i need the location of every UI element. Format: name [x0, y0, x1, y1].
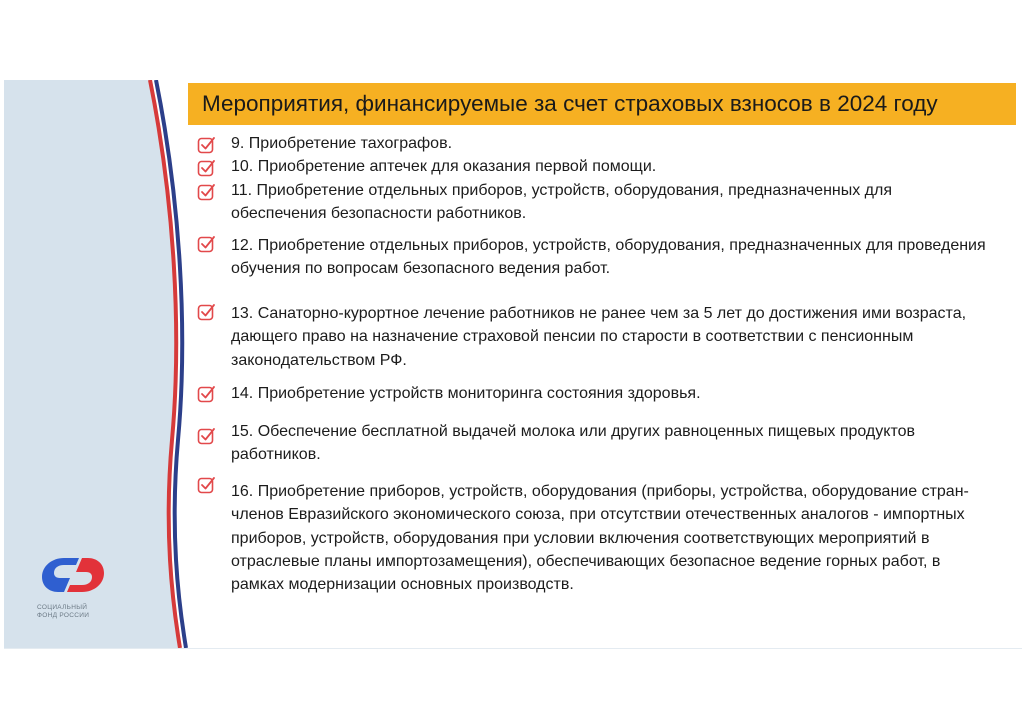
- list-item-text: 13. Санаторно-курортное лечение работников не ранее чем за 5 лет до достижения ими возраста, дающего право на назначение страховой пенсии по старости в соответствии с пенсионным законодательством РФ.: [231, 305, 967, 369]
- slide: [4, 80, 1022, 649]
- sfr-logo-icon: [34, 550, 114, 600]
- checkbox-icon: [197, 384, 217, 404]
- page-title: Мероприятия, финансируемые за счет страховых взносов в 2024 году: [202, 91, 938, 116]
- list-item-text: 10. Приобретение аптечек для оказания первой помощи.: [231, 158, 657, 175]
- checkbox-icon: [197, 182, 217, 202]
- list-item-text: 14. Приобретение устройств мониторинга состояния здоровья.: [231, 385, 701, 402]
- checkbox-icon: [197, 234, 217, 254]
- checkbox-icon: [197, 302, 217, 322]
- list-item-text: 16. Приобретение приборов, устройств, оборудования (приборы, устройства, оборудование стран-членов Евразийского экономического союза, при отсутствии отечественных аналогов - импортных приборов, устройств, оборудования при условии включения соответствующих мероприятий в отраслевые планы импортозамещения), обеспечивающих безопасное ведение горных работ, в рамках модернизации основных производств.: [231, 483, 969, 594]
- logo-caption: СОЦИАЛЬНЫЙ ФОНД РОССИИ: [37, 604, 90, 619]
- checkbox-icon: [197, 158, 217, 178]
- list-item-text: 15. Обеспечение бесплатной выдачей молока или других равноценных пищевых продуктов работников.: [231, 423, 915, 464]
- checkbox-icon: [197, 475, 217, 495]
- list-item-text: 9. Приобретение тахографов.: [231, 135, 453, 152]
- checkbox-icon: [197, 426, 217, 446]
- checkbox-icon: [197, 135, 217, 155]
- list-item-text: 11. Приобретение отдельных приборов, устройств, оборудования, предназначенных для обеспечения безопасности работников.: [231, 182, 893, 223]
- title-bar: [188, 83, 1016, 125]
- list-item-text: 12. Приобретение отдельных приборов, устройств, оборудования, предназначенных для проведения обучения по вопросам безопасного ведения работ.: [231, 237, 986, 278]
